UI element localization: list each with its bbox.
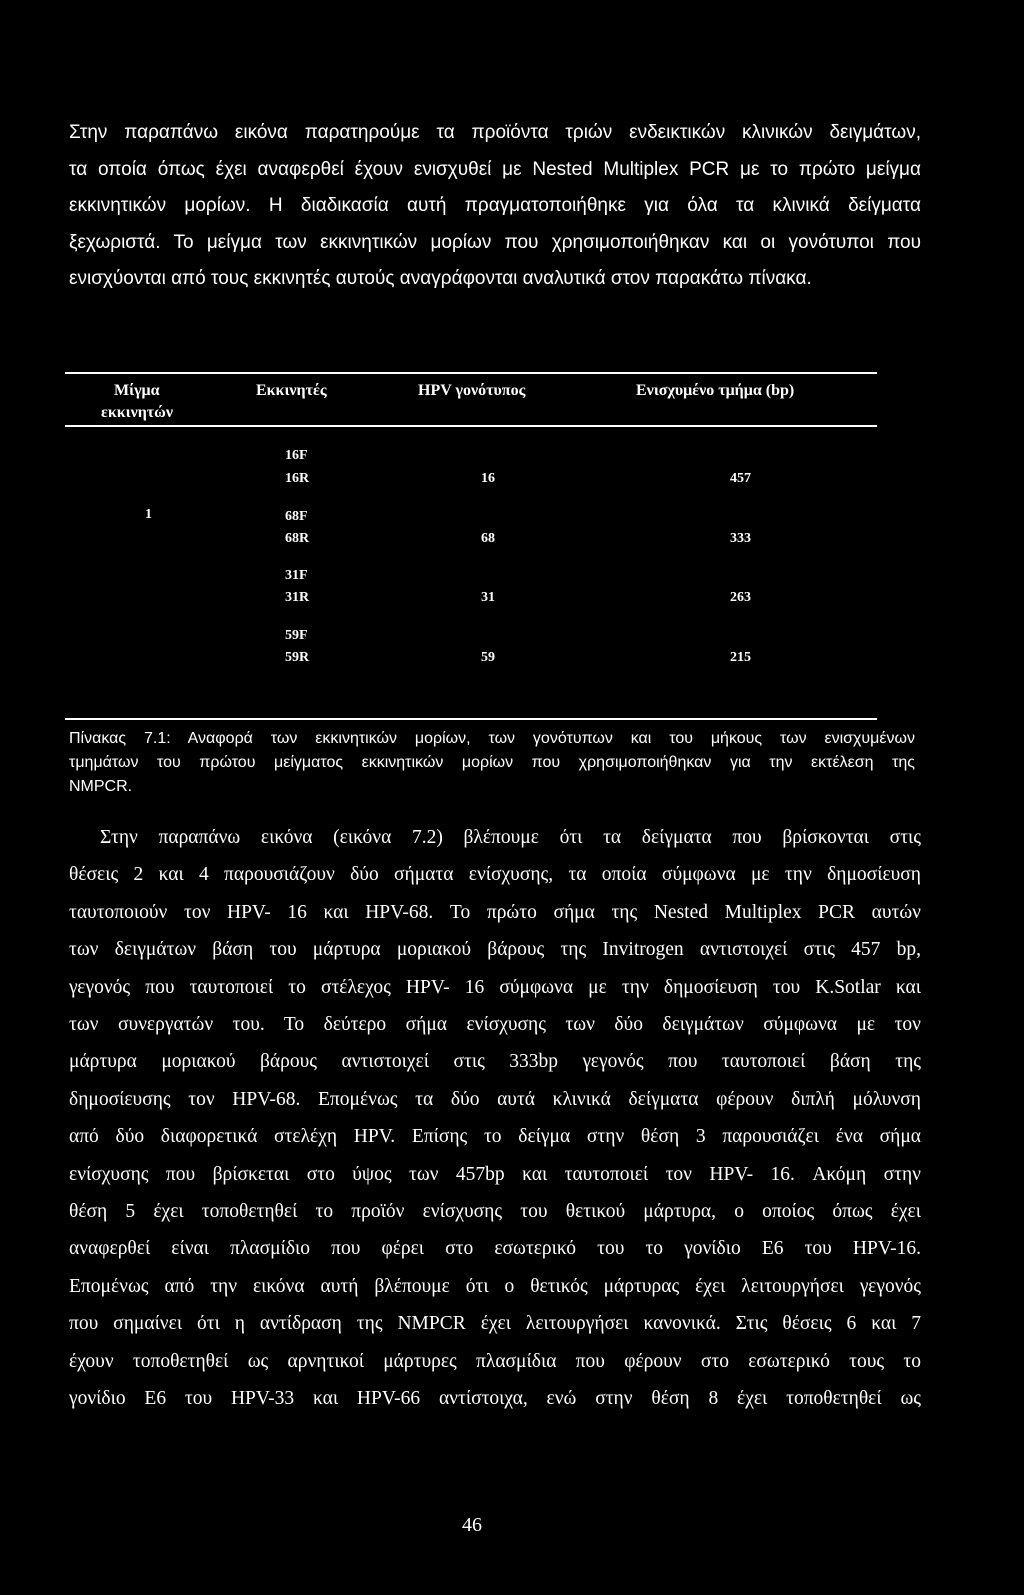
caption-line: Πίνακας 7.1: Αναφορά των εκκινητικών μορίων, των γονότυπων και του μήκους των ενισχυμένων [69,730,915,747]
intro-line: εκκινητικών μορίων. Η διαδικασία αυτή πραγματοποιήθηκε για όλα τα κλινικά δείγματα [69,195,921,216]
table-header-rule [65,425,877,427]
primer-reverse: 59R [285,650,310,665]
table-top-rule [65,372,877,374]
primer-forward: 31F [285,568,308,583]
body-line: των συνεργατών του. Το δεύτερο σήμα ενίσχυσης των δύο δειγμάτων σύμφωνα με τον [69,1014,921,1036]
body-line: των δειγμάτων βάση του μάρτυρα μοριακού βάρους της Invitrogen αντιστοιχεί στις 457 bp, [69,939,921,961]
header-mix-line1: Μίγμα [114,382,160,399]
table-bottom-rule [65,718,877,720]
mix-number: 1 [145,507,152,522]
bp-value: 457 [730,471,751,486]
bp-value: 215 [730,650,751,665]
intro-line: τα οποία όπως έχει αναφερθεί έχουν ενισχυθεί με Nested Multiplex PCR με το πρώτο μείγμα [69,158,921,180]
body-line: Στην παραπάνω εικόνα (εικόνα 7.2) βλέπουμε ότι τα δείγματα που βρίσκονται στις [100,827,921,848]
bp-value: 263 [730,590,751,605]
body-line: από δύο διαφορετικά στελέχη HPV. Επίσης το δείγμα στην θέση 3 παρουσιάζει ένα σήμα [69,1126,921,1148]
intro-line: Στην παραπάνω εικόνα παρατηρούμε τα προϊόντα τριών ενδεικτικών κλινικών δειγμάτων, [69,122,921,143]
primer-forward: 16F [285,448,308,463]
primer-reverse: 31R [285,590,310,605]
primer-reverse: 68R [285,531,310,546]
genotype-value: 59 [481,650,495,665]
intro-line: ξεχωριστά. Το μείγμα των εκκινητικών μορίων που χρησιμοποιήθηκαν και οι γονότυποι που [69,231,921,253]
body-line: γονίδιο E6 του HPV-33 και HPV-66 αντίστοιχα, ενώ στην θέση 8 έχει τοποθετηθεί ως [69,1388,921,1410]
body-line: Επομένως από την εικόνα αυτή βλέπουμε ότι ο θετικός μάρτυρας έχει λειτουργήσει γεγονός [69,1275,921,1297]
body-line: θέσεις 2 και 4 παρουσιάζουν δύο σήματα ενίσχυσης, τα οποία σύμφωνα με την δημοσίευση [69,864,921,886]
body-line: γεγονός που ταυτοποιεί το στέλεχος HPV- 16 σύμφωνα με την δημοσίευση του K.Sotlar και [69,976,921,998]
caption-line: τμημάτων του πρώτου μείγματος εκκινητικών μορίων που χρησιμοποιήθηκαν για την εκτέλεση της [69,754,915,771]
genotype-value: 68 [481,531,495,546]
primer-forward: 59F [285,628,308,643]
header-primers: Εκκινητές [256,382,327,399]
body-line: μάρτυρα μοριακού βάρους αντιστοιχεί στις 333bp γεγονός που ταυτοποιεί βάση της [69,1051,921,1073]
body-paragraph [69,819,921,1418]
body-line: δημοσίευσης τον HPV-68. Επομένως τα δύο αυτά κλινικά δείγματα φέρουν διπλή μόλυνση [69,1088,921,1110]
intro-line: ενισχύονται από τους εκκινητές αυτούς αναγράφονται αναλυτικά στον παρακάτω πίνακα. [69,268,812,289]
header-genotype: HPV γονότυπος [418,382,526,399]
body-line: που σημαίνει ότι η αντίδραση της NMPCR έχει λειτουργήσει κανονικά. Στις θέσεις 6 και 7 [69,1313,921,1335]
header-mix [114,380,160,402]
bp-value: 333 [730,531,751,546]
genotype-value: 16 [481,471,495,486]
body-line: θέση 5 έχει τοποθετηθεί το προϊόν ενίσχυσης του θετικού μάρτυρα, ο οποίος όπως έχει [69,1201,921,1223]
header-mix-line2: εκκινητών [101,404,174,421]
header-amplicon: Ενισχυμένο τμήμα (bp) [636,382,795,399]
page-number: 46 [462,1514,482,1536]
intro-paragraph [69,115,921,298]
body-line: ταυτοποιούν τον HPV- 16 και HPV-68. Το πρώτο σήμα της Nested Multiplex PCR αυτών [69,901,921,923]
body-line: έχουν τοποθετηθεί ως αρνητικοί μάρτυρες πλασμίδια που φέρουν στο εσωτερικό τους το [69,1350,921,1372]
primer-forward: 68F [285,509,308,524]
genotype-value: 31 [481,590,495,605]
primer-reverse: 16R [285,471,310,486]
caption-line: NMPCR. [69,778,133,795]
table-caption [69,727,915,799]
body-line: αναφερθεί είναι πλασμίδιο που φέρει στο εσωτερικό του το γονίδιο E6 του HPV-16. [69,1238,921,1260]
body-line: ενίσχυσης που βρίσκεται στο ύψος των 457bp και ταυτοποιεί τον HPV- 16. Ακόμη στην [69,1163,921,1185]
